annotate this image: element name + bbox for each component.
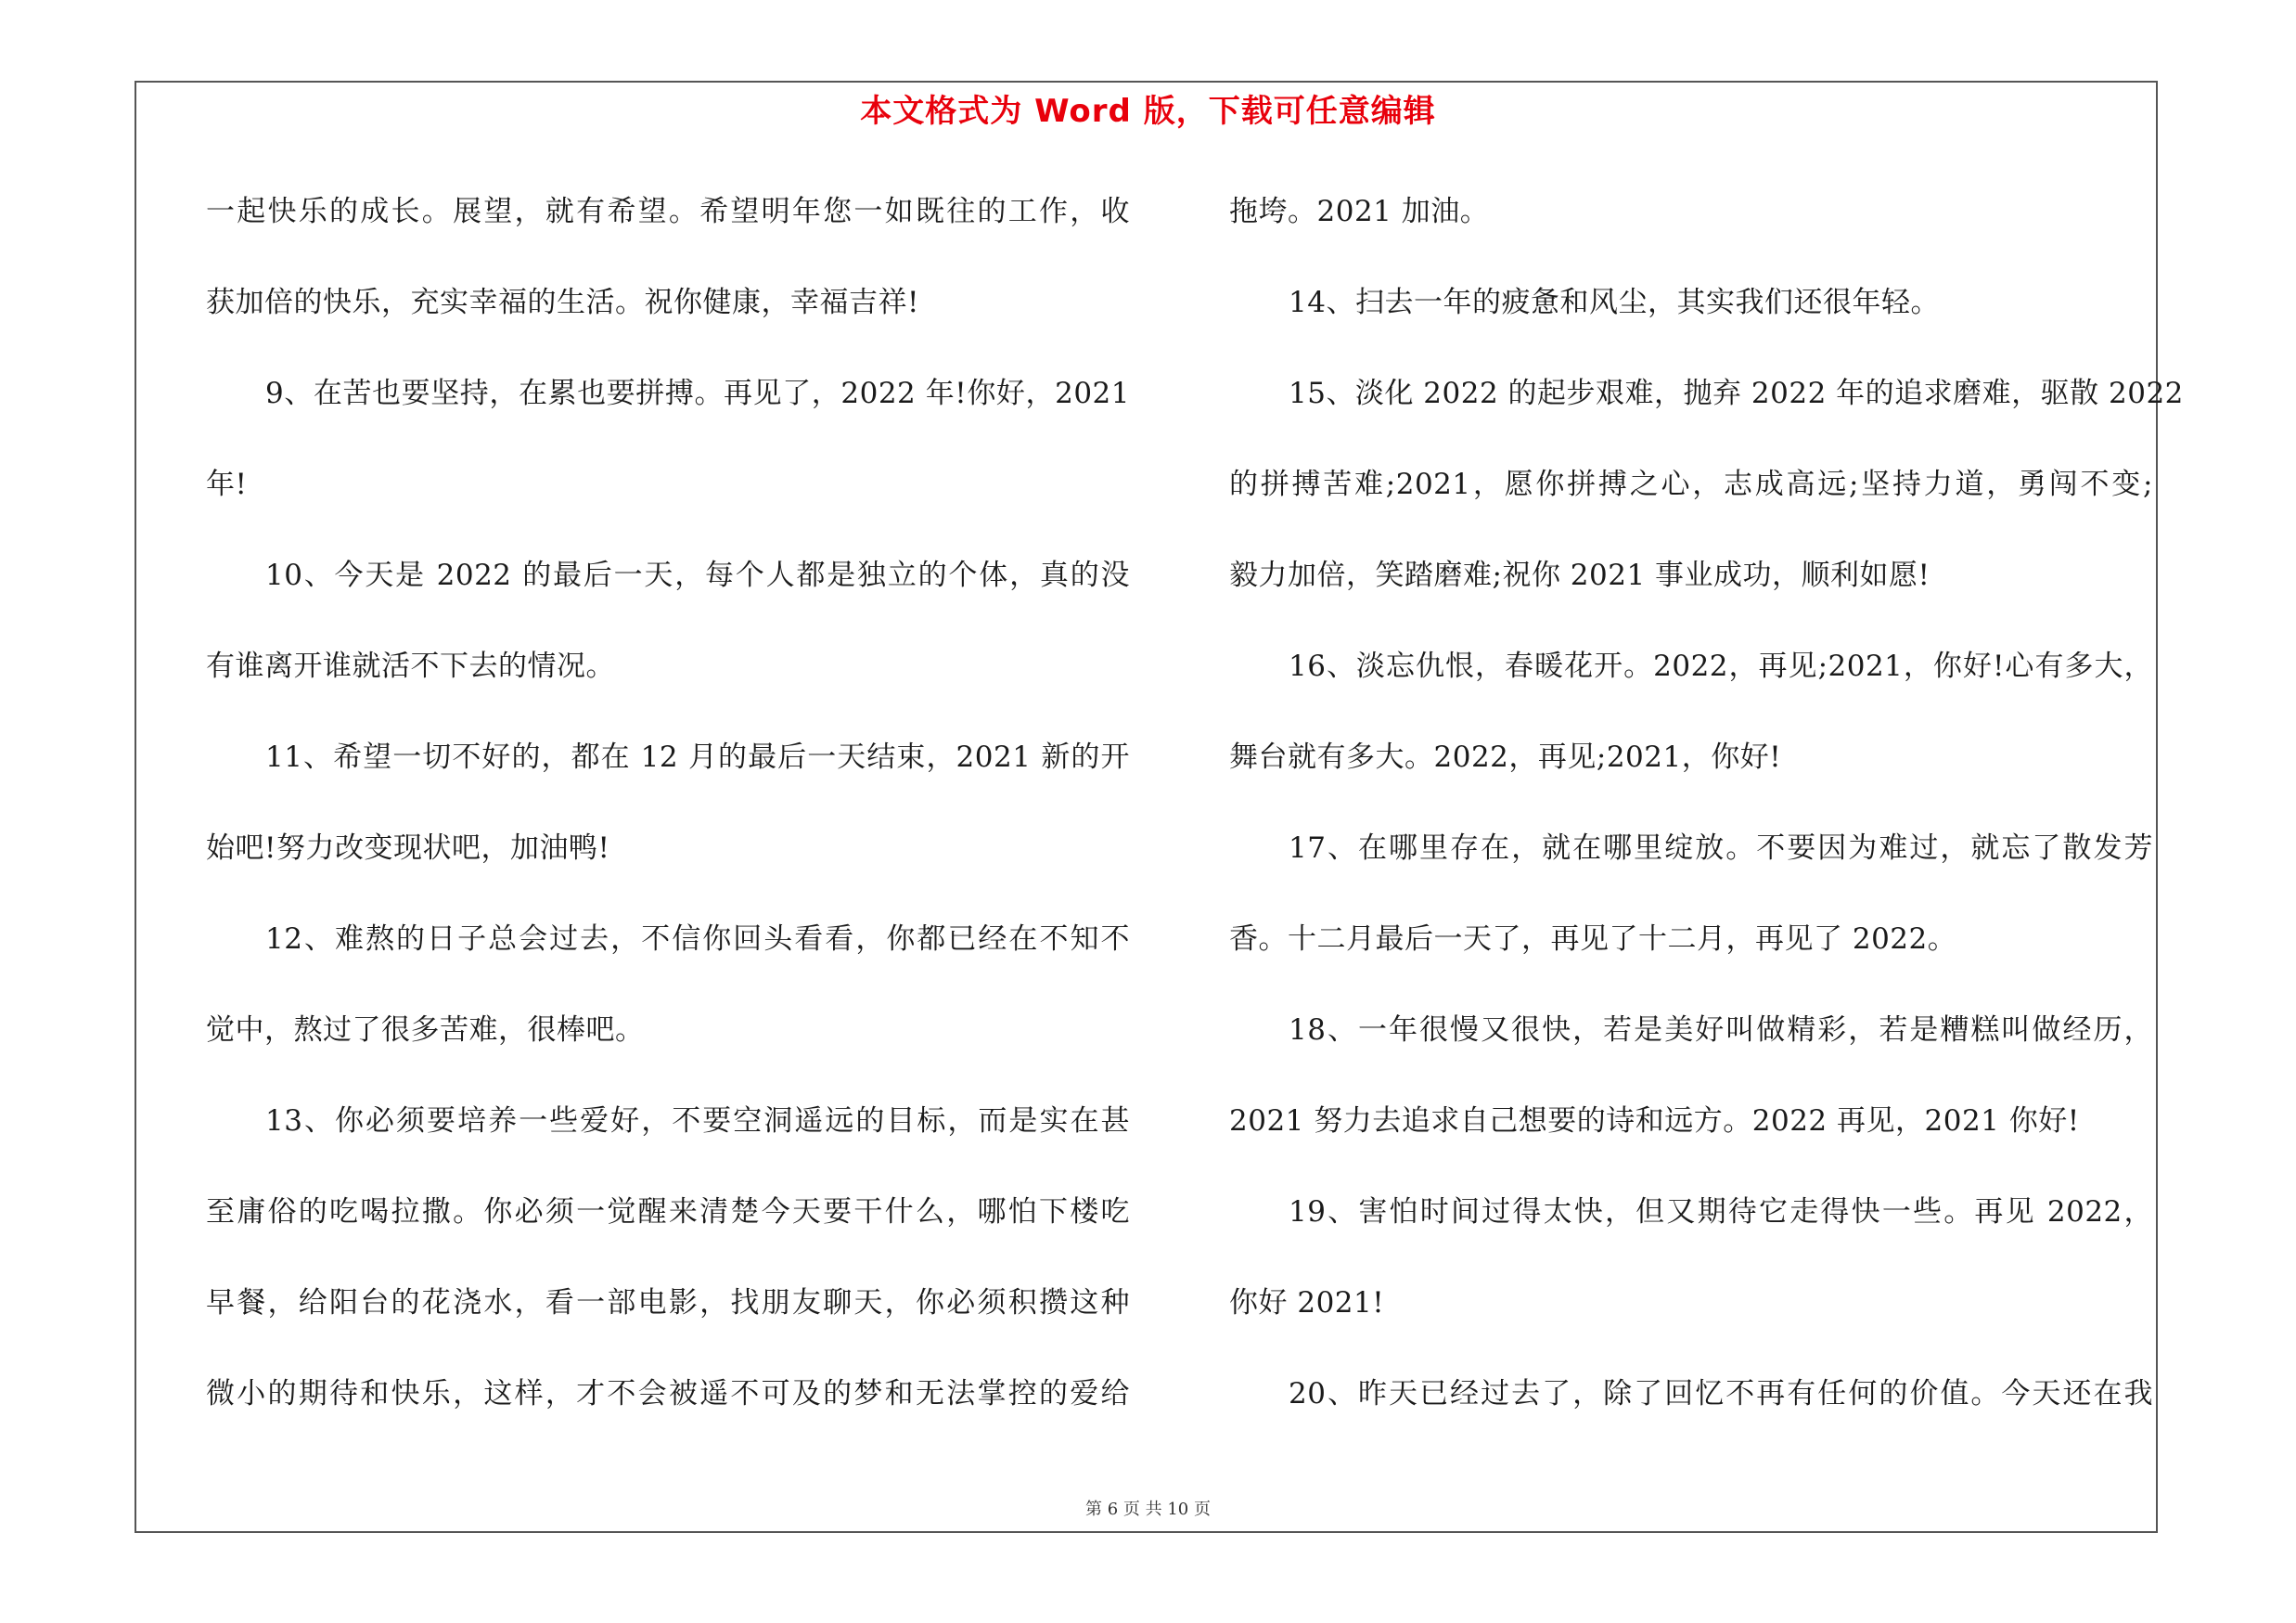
text-line: 19、害怕时间过得太快，但又期待它走得快一些。再见 2022， [1289, 1195, 2153, 1229]
text-line: 获加倍的快乐，充实幸福的生活。祝你健康，幸福吉祥! [206, 286, 919, 319]
text-line: 13、你必须要培养一些爱好，不要空洞遥远的目标，而是实在甚 [265, 1104, 1130, 1138]
text-line: 的拼搏苦难;2021，愿你拼搏之心，志成高远;坚持力道，勇闯不变; [1229, 468, 2153, 501]
text-line: 14、扫去一年的疲惫和风尘，其实我们还很年轻。 [1289, 286, 1940, 319]
left-text-column [206, 184, 1130, 1457]
text-line: 12、难熬的日子总会过去，不信你回头看看，你都已经在不知不 [265, 922, 1130, 956]
text-line: 拖垮。2021 加油。 [1229, 195, 1490, 228]
text-line: 2021 努力去追求自己想要的诗和远方。2022 再见，2021 你好! [1229, 1104, 2080, 1138]
text-line: 20、昨天已经过去了，除了回忆不再有任何的价值。今天还在我 [1289, 1377, 2153, 1410]
text-line: 9、在苦也要坚持，在累也要拼搏。再见了，2022 年!你好，2021 [265, 377, 1130, 410]
text-line: 17、在哪里存在，就在哪里绽放。不要因为难过，就忘了散发芳 [1289, 831, 2153, 865]
text-line: 有谁离开谁就活不下去的情况。 [206, 650, 615, 683]
text-line: 始吧!努力改变现状吧，加油鸭! [206, 831, 610, 865]
text-line: 16、淡忘仇恨，春暖花开。2022，再见;2021，你好!心有多大， [1289, 650, 2153, 683]
page-number: 第 6 页 共 10 页 [1085, 1500, 1211, 1519]
text-line: 15、淡化 2022 的起步艰难，抛弃 2022 年的追求磨难，驱散 2022 [1289, 377, 2184, 410]
text-line: 毅力加倍，笑踏磨难;祝你 2021 事业成功，顺利如愿! [1229, 559, 1930, 592]
text-line: 舞台就有多大。2022，再见;2021，你好! [1229, 741, 1782, 774]
text-line: 微小的期待和快乐，这样，才不会被遥不可及的梦和无法掌控的爱给 [206, 1377, 1130, 1410]
text-line: 觉中，熬过了很多苦难，很棒吧。 [206, 1013, 645, 1047]
text-line: 至庸俗的吃喝拉撒。你必须一觉醒来清楚今天要干什么，哪怕下楼吃 [206, 1195, 1130, 1229]
text-line: 香。十二月最后一天了，再见了十二月，再见了 2022。 [1229, 922, 1957, 956]
text-line: 18、一年很慢又很快，若是美好叫做精彩，若是糟糕叫做经历， [1289, 1013, 2153, 1047]
text-line: 一起快乐的成长。展望，就有希望。希望明年您一如既往的工作，收 [206, 195, 1130, 228]
text-line: 10、今天是 2022 的最后一天，每个人都是独立的个体，真的没 [265, 559, 1130, 592]
text-line: 早餐，给阳台的花浇水，看一部电影，找朋友聊天，你必须积攒这种 [206, 1286, 1130, 1320]
text-line: 你好 2021! [1229, 1286, 1385, 1320]
text-line: 11、希望一切不好的，都在 12 月的最后一天结束，2021 新的开 [265, 741, 1130, 774]
text-line: 年! [206, 468, 248, 501]
right-text-column [1229, 184, 2184, 1457]
format-banner: 本文格式为 Word 版，下载可任意编辑 [860, 93, 1436, 130]
